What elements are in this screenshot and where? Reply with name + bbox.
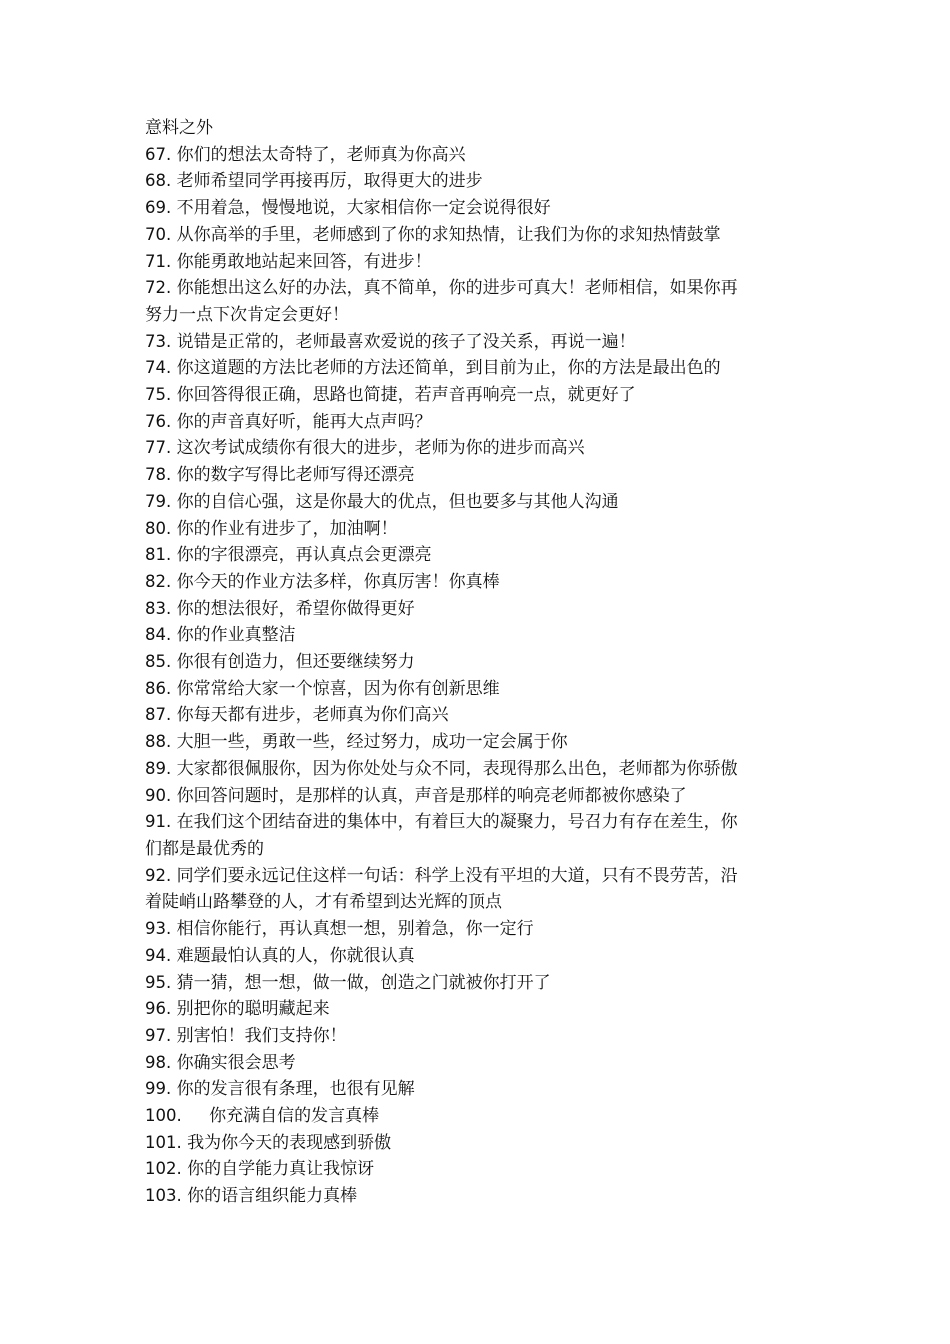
item-number: 87.	[145, 705, 172, 725]
item-text: 你的字很漂亮，再认真点会更漂亮	[171, 545, 432, 566]
list-item	[145, 943, 815, 970]
list-item	[145, 1076, 815, 1103]
list-item	[145, 1183, 815, 1210]
list-item	[145, 756, 815, 783]
item-text: 大家都很佩服你，因为你处处与众不同，表现得那么出色，老师都为你骄傲	[171, 758, 738, 779]
item-number: 67.	[145, 144, 172, 164]
item-text-continuation: 着陡峭山路攀登的人，才有希望到达光辉的顶点	[145, 892, 502, 913]
item-number: 89.	[145, 758, 172, 778]
item-text-continuation: 努力一点下次肯定会更好！	[145, 304, 349, 325]
item-text-continuation: 们都是最优秀的	[145, 838, 264, 859]
list-item	[145, 516, 815, 543]
item-text: 你能勇敢地站起来回答，有进步！	[171, 251, 432, 272]
list-item	[145, 916, 815, 943]
list-item	[145, 1103, 815, 1130]
item-number: 84.	[145, 625, 172, 645]
item-text: 你充满自信的发言真棒	[203, 1106, 380, 1127]
list-item	[145, 970, 815, 997]
item-number: 80.	[145, 518, 172, 538]
item-text: 你的想法很好，希望你做得更好	[171, 598, 415, 619]
item-number: 91.	[145, 812, 172, 832]
list-item	[145, 649, 815, 676]
item-text: 你这道题的方法比老师的方法还简单，到目前为止，你的方法是最出色的	[171, 358, 721, 379]
item-number: 86.	[145, 678, 172, 698]
item-text: 别害怕！我们支持你！	[171, 1025, 347, 1046]
list-item	[145, 596, 815, 623]
list-item	[145, 1156, 815, 1183]
item-text: 你的作业真整洁	[171, 625, 296, 646]
item-text: 大胆一些，勇敢一些，经过努力，成功一定会属于你	[171, 732, 568, 753]
item-text: 你的自信心强，这是你最大的优点，但也要多与其他人沟通	[171, 491, 619, 512]
list-item	[145, 569, 815, 596]
item-number: 81.	[145, 545, 172, 565]
list-item	[145, 622, 815, 649]
item-text: 你常常给大家一个惊喜，因为你有创新思维	[171, 678, 500, 699]
item-number: 78.	[145, 465, 172, 485]
item-number: 99.	[145, 1079, 172, 1099]
item-number: 72.	[145, 278, 172, 298]
item-number: 71.	[145, 251, 172, 271]
item-number: 69.	[145, 198, 172, 218]
item-number: 70.	[145, 224, 172, 244]
item-text: 这次考试成绩你有很大的进步，老师为你的进步而高兴	[171, 438, 585, 459]
list-item	[145, 435, 815, 462]
item-number: 83.	[145, 598, 172, 618]
item-text: 你的数字写得比老师写得还漂亮	[171, 465, 415, 486]
item-number: 95.	[145, 972, 172, 992]
item-number: 102.	[145, 1159, 182, 1179]
item-number: 90.	[145, 785, 172, 805]
item-text: 你每天都有进步，老师真为你们高兴	[171, 705, 449, 726]
document-body	[145, 115, 815, 1210]
list-item	[145, 355, 815, 382]
list-item	[145, 168, 815, 195]
list-item	[145, 382, 815, 409]
item-text: 你很有创造力，但还要继续努力	[171, 652, 415, 673]
item-text: 同学们要永远记住这样一句话：科学上没有平坦的大道，只有不畏劳苦，沿	[171, 865, 738, 886]
item-text: 在我们这个团结奋进的集体中，有着巨大的凝聚力，号召力有存在差生，你	[171, 812, 738, 833]
item-text: 你的语言组织能力真棒	[181, 1186, 358, 1207]
item-number: 98.	[145, 1052, 172, 1072]
item-text: 你的发言很有条理，也很有见解	[171, 1079, 415, 1100]
item-number: 85.	[145, 652, 172, 672]
item-number: 74.	[145, 358, 172, 378]
heading-fragment: 意料之外	[145, 118, 213, 138]
item-text: 不用着急，慢慢地说，大家相信你一定会说得很好	[171, 198, 551, 219]
item-number: 94.	[145, 945, 172, 965]
item-text: 你们的想法太奇特了，老师真为你高兴	[171, 144, 466, 165]
item-text: 你今天的作业方法多样，你真厉害！你真棒	[171, 571, 500, 592]
item-number: 101.	[145, 1132, 182, 1152]
list-item	[145, 489, 815, 516]
item-text: 我为你今天的表现感到骄傲	[181, 1132, 392, 1153]
item-text: 你的声音真好听，能再大点声吗？	[171, 411, 432, 432]
item-text: 从你高举的手里，老师感到了你的求知热情，让我们为你的求知热情鼓掌	[171, 224, 721, 245]
list-item	[145, 1050, 815, 1077]
list-item	[145, 142, 815, 169]
list-item	[145, 249, 815, 276]
list-item	[145, 409, 815, 436]
item-text: 你确实很会思考	[171, 1052, 296, 1073]
item-number: 79.	[145, 491, 172, 511]
list-item	[145, 329, 815, 356]
item-number: 96.	[145, 999, 172, 1019]
list-item	[145, 863, 815, 890]
item-number: 77.	[145, 438, 172, 458]
item-number: 82.	[145, 571, 172, 591]
item-number: 97.	[145, 1025, 172, 1045]
list-item	[145, 222, 815, 249]
item-text: 相信你能行，再认真想一想，别着急，你一定行	[171, 919, 534, 940]
list-item	[145, 996, 815, 1023]
item-number: 75.	[145, 385, 172, 405]
item-text: 你回答得很正确，思路也简捷，若声音再响亮一点，就更好了	[171, 385, 636, 406]
item-number: 73.	[145, 331, 172, 351]
item-text: 老师希望同学再接再厉，取得更大的进步	[171, 171, 483, 192]
item-text: 猜一猜，想一想，做一做，创造之门就被你打开了	[171, 972, 551, 993]
list-item	[145, 702, 815, 729]
list-item	[145, 1130, 815, 1157]
item-number: 76.	[145, 411, 172, 431]
item-number: 92.	[145, 865, 172, 885]
item-text: 说错是正常的，老师最喜欢爱说的孩子了没关系，再说一遍！	[171, 331, 636, 352]
item-number: 93.	[145, 919, 172, 939]
list-item	[145, 542, 815, 569]
item-text: 你能想出这么好的办法，真不简单，你的进步可真大！老师相信，如果你再	[171, 278, 738, 299]
item-number: 100.	[145, 1106, 182, 1126]
item-text: 你的自学能力真让我惊讶	[181, 1159, 375, 1180]
list-item	[145, 809, 815, 836]
list-item	[145, 1023, 815, 1050]
item-text: 你的作业有进步了，加油啊！	[171, 518, 398, 539]
item-number: 88.	[145, 732, 172, 752]
list-item	[145, 676, 815, 703]
list-item	[145, 729, 815, 756]
item-number: 103.	[145, 1186, 182, 1206]
list-item	[145, 195, 815, 222]
list-item	[145, 462, 815, 489]
item-text: 难题最怕认真的人，你就很认真	[171, 945, 415, 966]
item-text: 别把你的聪明藏起来	[171, 999, 330, 1020]
comment-list	[145, 142, 815, 1210]
list-item	[145, 783, 815, 810]
item-number: 68.	[145, 171, 172, 191]
item-text: 你回答问题时，是那样的认真，声音是那样的响亮老师都被你感染了	[171, 785, 687, 806]
list-item	[145, 275, 815, 302]
